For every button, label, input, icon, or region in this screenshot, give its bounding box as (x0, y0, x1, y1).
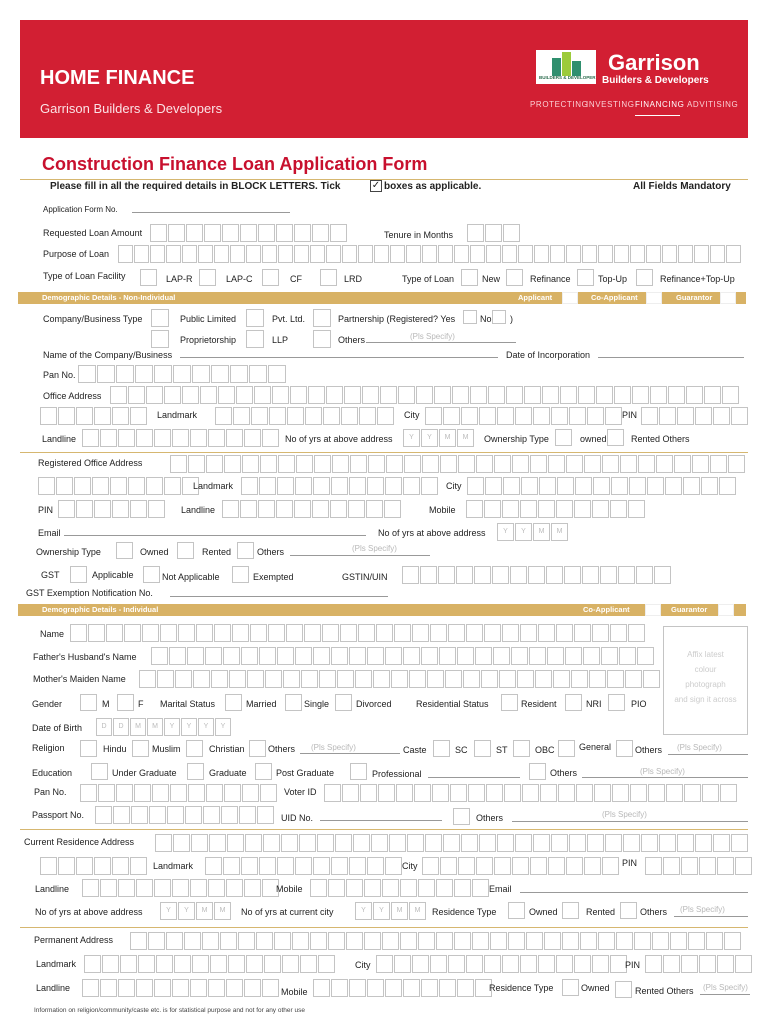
graduate-checkbox[interactable] (187, 763, 204, 780)
footnote: Information on religion/community/caste etc. is for statistical purpose and not for any other use (34, 1007, 305, 1014)
id-others-checkbox[interactable] (453, 808, 470, 825)
office-pin-label: PIN (622, 410, 638, 420)
sc-label: SC (455, 745, 468, 755)
current-city-input[interactable] (422, 857, 620, 875)
nri-label: NRI (586, 699, 602, 709)
proprietorship-checkbox[interactable] (151, 330, 169, 348)
public-limited-checkbox[interactable] (151, 309, 169, 327)
type-refinance-checkbox[interactable] (506, 269, 523, 286)
current-years-label: No of yrs at above address (35, 907, 143, 917)
reg-city-label: City (446, 481, 462, 491)
resident-checkbox[interactable] (501, 694, 518, 711)
office-city-label: City (404, 410, 420, 420)
gender-female-checkbox[interactable] (117, 694, 134, 711)
header-banner (20, 20, 748, 138)
loan-amount-input[interactable] (150, 224, 348, 242)
incorporation-field[interactable] (598, 357, 744, 358)
religion-others-label: Others (268, 744, 296, 754)
individual-pan-label: Pan No. (34, 787, 67, 797)
general-checkbox[interactable] (558, 740, 575, 757)
permanent-residence-type-label: Residence Type (489, 983, 554, 993)
reg-mobile-label: Mobile (429, 505, 456, 515)
office-landmark-input[interactable] (215, 407, 395, 425)
company-name-field[interactable] (180, 357, 498, 358)
gst-not-applicable-label: Not Applicable (162, 572, 220, 582)
loan-amount-label: Requested Loan Amount (43, 228, 143, 238)
reg-landline-input[interactable] (222, 500, 402, 518)
reg-years-label: No of yrs at above address (378, 528, 486, 538)
current-address-label: Current Residence Address (24, 837, 135, 847)
voter-id-label: Voter ID (284, 787, 317, 797)
public-limited-label: Public Limited (180, 314, 237, 324)
father-name-input[interactable] (151, 647, 655, 665)
single-label: Single (304, 699, 330, 709)
current-email-field[interactable] (520, 892, 748, 893)
individual-co-applicant-checkbox[interactable] (645, 604, 661, 616)
individual-pan-input[interactable] (80, 784, 278, 802)
office-address-line2-input[interactable] (40, 407, 148, 425)
current-owned-label: Owned (529, 907, 558, 917)
mother-name-input[interactable] (139, 670, 661, 688)
reg-others-checkbox[interactable] (237, 542, 254, 559)
reg-ownership-label: Ownership Type (36, 547, 101, 557)
religion-others-checkbox[interactable] (249, 740, 266, 757)
christian-label: Christian (209, 744, 245, 754)
photo-hint-2: colour (694, 665, 717, 674)
partnership-close: ) (510, 314, 513, 324)
pvt-ltd-label: Pvt. Ltd. (272, 314, 306, 324)
gender-label: Gender (32, 699, 63, 709)
others-company-label: Others (338, 335, 366, 345)
section-band-non-individual (18, 292, 746, 304)
divider (20, 452, 748, 453)
permanent-city-input[interactable] (376, 955, 628, 973)
graduate-label: Graduate (209, 768, 247, 778)
photo-box[interactable] (663, 626, 748, 735)
current-rented-label: Rented (586, 907, 616, 917)
office-pin-input[interactable] (641, 407, 749, 425)
gst-exempted-label: Exempted (253, 572, 294, 582)
permanent-landline-label: Landline (36, 983, 71, 993)
gender-female-label: F (138, 699, 144, 709)
office-years-input[interactable]: Y Y M M (403, 429, 475, 447)
current-landline-input[interactable] (82, 879, 280, 897)
gst-applicable-checkbox[interactable] (70, 566, 87, 583)
co-applicant-checkbox[interactable] (646, 292, 662, 304)
permanent-others-field[interactable] (700, 994, 750, 995)
partnership-yes-checkbox[interactable] (463, 310, 477, 324)
photo-hint-1: Affix latest (687, 650, 724, 659)
education-others-label: Others (550, 768, 578, 778)
professional-label: Professional (372, 769, 422, 779)
band-applicant: Applicant (518, 293, 553, 302)
under-graduate-checkbox[interactable] (91, 763, 108, 780)
office-city-input[interactable] (425, 407, 623, 425)
facility-lrd-label: LRD (344, 274, 363, 284)
marital-status-label: Marital Status (160, 699, 216, 709)
permanent-rented-others-label: Rented Others (635, 986, 694, 996)
dob-input[interactable]: D D M M Y Y Y Y (96, 718, 232, 736)
reg-office-input[interactable] (170, 455, 746, 473)
office-landmark-label: Landmark (157, 410, 198, 420)
dob-label: Date of Birth (32, 723, 83, 733)
mandatory-note: All Fields Mandatory (633, 181, 731, 192)
divorced-label: Divorced (356, 699, 392, 709)
band-title: Demographic Details - Non-Individual (42, 293, 176, 302)
gstin-input[interactable] (402, 566, 672, 584)
type-topup-checkbox[interactable] (577, 269, 594, 286)
permanent-landmark-label: Landmark (36, 959, 77, 969)
current-city-years-input[interactable]: Y Y M M (355, 902, 427, 920)
name-input[interactable] (70, 624, 646, 642)
pio-label: PIO (631, 699, 647, 709)
current-owned-checkbox[interactable] (508, 902, 525, 919)
caste-label: Caste (403, 745, 427, 755)
muslim-label: Muslim (152, 744, 181, 754)
caste-others-label: Others (635, 745, 663, 755)
permanent-pin-input[interactable] (645, 955, 753, 973)
guarantor-checkbox[interactable] (720, 292, 736, 304)
type-topup-label: Top-Up (598, 274, 628, 284)
current-others-checkbox[interactable] (620, 902, 637, 919)
photo-hint-3: photograph (685, 680, 726, 689)
permanent-mobile-input[interactable] (313, 979, 493, 997)
others-company-checkbox[interactable] (313, 330, 331, 348)
current-years-input[interactable]: Y Y M M (160, 902, 232, 920)
gst-exempted-checkbox[interactable] (232, 566, 249, 583)
gender-male-checkbox[interactable] (80, 694, 97, 711)
reg-landline-label: Landline (181, 505, 216, 515)
uid-label: UID No. (281, 813, 314, 823)
loan-type-label: Type of Loan (402, 274, 455, 284)
voter-id-input[interactable] (324, 784, 738, 802)
caste-others-hint: (Pls Specify) (677, 743, 722, 752)
reg-rented-checkbox[interactable] (177, 542, 194, 559)
current-others-hint: (Pls Specify) (680, 905, 725, 914)
form-no-label: Application Form No. (43, 205, 118, 214)
partnership-checkbox[interactable] (313, 309, 331, 327)
others-company-field[interactable] (366, 342, 516, 343)
reg-others-label: Others (257, 547, 285, 557)
post-graduate-checkbox[interactable] (255, 763, 272, 780)
company-name-label: Name of the Company/Business (43, 350, 173, 360)
instruction-text: Please fill in all the required details in BLOCK LETTERS. Tick (50, 181, 341, 192)
gst-exemption-field[interactable] (170, 596, 388, 597)
residence-type-label: Residence Type (432, 907, 497, 917)
office-landline-label: Landline (42, 434, 77, 444)
title-rule (20, 179, 748, 180)
resident-label: Resident (521, 699, 557, 709)
permanent-mobile-label: Mobile (281, 987, 308, 997)
st-label: ST (496, 745, 508, 755)
obc-checkbox[interactable] (513, 740, 530, 757)
hindu-checkbox[interactable] (80, 740, 97, 757)
header-subtitle: Garrison Builders & Developers (40, 101, 223, 116)
professional-field[interactable] (428, 777, 520, 778)
band-individual-co-applicant: Co-Applicant (583, 605, 630, 614)
tenure-label: Tenure in Months (384, 230, 454, 240)
muslim-checkbox[interactable] (132, 740, 149, 757)
current-others-field[interactable] (674, 916, 748, 917)
others-company-hint: (Pls Specify) (410, 332, 455, 341)
proprietorship-label: Proprietorship (180, 335, 237, 345)
education-label: Education (32, 768, 73, 778)
education-others-checkbox[interactable] (529, 763, 546, 780)
gender-male-label: M (102, 699, 110, 709)
married-checkbox[interactable] (225, 694, 242, 711)
mother-name-label: Mother's Maiden Name (33, 674, 126, 684)
id-others-hint: (Pls Specify) (602, 810, 647, 819)
applicant-checkbox[interactable] (562, 292, 578, 304)
reg-landmark-label: Landmark (193, 481, 234, 491)
current-landline-label: Landline (35, 884, 70, 894)
tick-sample-icon: ✓ (371, 180, 381, 191)
form-title: Construction Finance Loan Application Form (42, 154, 428, 174)
office-ownership-label: Ownership Type (484, 434, 549, 444)
instruction-text-end: boxes as applicable. (384, 181, 482, 192)
current-pin-input[interactable] (645, 857, 753, 875)
gst-applicable-label: Applicable (92, 570, 134, 580)
band-co-applicant: Co-Applicant (591, 293, 638, 302)
id-others-label: Others (476, 813, 504, 823)
office-years-label: No of yrs at above address (285, 434, 393, 444)
uid-field[interactable] (320, 820, 442, 821)
company-type-label: Company/Business Type (43, 314, 143, 324)
christian-checkbox[interactable] (186, 740, 203, 757)
reg-mobile-input[interactable] (466, 500, 646, 518)
current-city-label: City (402, 861, 418, 871)
reg-pin-input[interactable] (58, 500, 166, 518)
facility-lapr-checkbox[interactable] (140, 269, 157, 286)
reg-office-line2-input[interactable] (38, 477, 200, 495)
reg-email-label: Email (38, 528, 61, 538)
office-rented-checkbox[interactable] (607, 429, 624, 446)
permanent-owned-label: Owned (581, 983, 610, 993)
band-individual-guarantor: Guarantor (671, 605, 708, 614)
current-address-line2-input[interactable] (40, 857, 148, 875)
religion-others-hint: (Pls Specify) (311, 743, 356, 752)
reg-office-label: Registered Office Address (38, 458, 143, 468)
section-band-individual (18, 604, 746, 616)
purpose-label: Purpose of Loan (43, 249, 110, 259)
type-new-label: New (482, 274, 501, 284)
reg-others-field[interactable] (290, 555, 430, 556)
gst-exemption-label: GST Exemption Notification No. (26, 588, 153, 598)
band-individual-title: Demographic Details - Individual (42, 605, 159, 614)
religion-others-field[interactable] (300, 753, 400, 754)
current-rented-checkbox[interactable] (562, 902, 579, 919)
divider (20, 927, 748, 928)
divider (20, 829, 748, 830)
facility-lapc-checkbox[interactable] (199, 269, 216, 286)
permanent-rented-checkbox[interactable] (615, 981, 632, 998)
caste-others-checkbox[interactable] (616, 740, 633, 757)
facility-label: Type of Loan Facility (43, 271, 126, 281)
facility-lapr-label: LAP-R (166, 274, 193, 284)
permanent-city-label: City (355, 960, 371, 970)
passport-input[interactable] (95, 806, 275, 824)
permanent-address-input[interactable] (130, 932, 742, 950)
current-address-input[interactable] (155, 834, 749, 852)
office-owned-label: owned (580, 434, 607, 444)
permanent-landmark-input[interactable] (84, 955, 336, 973)
reg-owned-label: Owned (140, 547, 169, 557)
current-others-label: Others (640, 907, 668, 917)
type-refinance-topup-label: Refinance+Top-Up (660, 274, 735, 284)
office-rented-others-label: Rented Others (631, 434, 690, 444)
nri-checkbox[interactable] (565, 694, 582, 711)
reg-city-input[interactable] (467, 477, 737, 495)
permanent-owned-checkbox[interactable] (562, 979, 579, 996)
office-address-input[interactable] (110, 386, 740, 404)
pio-checkbox[interactable] (608, 694, 625, 711)
brand-tagline: Builders & Developers (602, 75, 709, 86)
llp-label: LLP (272, 335, 289, 345)
office-landline-input[interactable] (82, 429, 280, 447)
office-address-label: Office Address (43, 391, 102, 401)
passport-label: Passport No. (32, 810, 85, 820)
current-mobile-label: Mobile (276, 884, 303, 894)
nav-protecting[interactable]: PROTECTING (530, 100, 589, 109)
nav-active-underline (635, 115, 680, 116)
current-landmark-label: Landmark (153, 861, 194, 871)
gst-label: GST (41, 570, 60, 580)
nav-financing[interactable]: FINANCING (635, 100, 685, 109)
individual-guarantor-checkbox[interactable] (718, 604, 734, 616)
residential-status-label: Residential Status (416, 699, 489, 709)
office-owned-checkbox[interactable] (555, 429, 572, 446)
reg-rented-label: Rented (202, 547, 232, 557)
permanent-others-hint: (Pls Specify) (703, 983, 748, 992)
partnership-label: Partnership (Registered? Yes (338, 314, 456, 324)
logo-text: BUILDERS & DEVELOPER (539, 75, 596, 80)
divorced-checkbox[interactable] (335, 694, 352, 711)
st-checkbox[interactable] (474, 740, 491, 757)
header-title: HOME FINANCE (40, 67, 195, 89)
education-others-field[interactable] (582, 777, 748, 778)
reg-landmark-input[interactable] (241, 477, 439, 495)
permanent-pin-label: PIN (625, 960, 641, 970)
current-mobile-input[interactable] (310, 879, 490, 897)
form-no-field[interactable] (132, 212, 290, 213)
reg-years-input[interactable]: Y Y M M (497, 523, 569, 541)
nav-investing[interactable]: INVESTING (586, 100, 635, 109)
facility-cf-label: CF (290, 274, 302, 284)
incorporation-label: Date of Incorporation (506, 350, 591, 360)
tenure-input[interactable] (467, 224, 521, 242)
current-email-label: Email (489, 884, 512, 894)
professional-checkbox[interactable] (350, 763, 367, 780)
id-others-field[interactable] (512, 821, 748, 822)
caste-others-field[interactable] (668, 754, 748, 755)
permanent-landline-input[interactable] (82, 979, 280, 997)
brand-name: Garrison (608, 50, 700, 75)
type-refinance-topup-checkbox[interactable] (636, 269, 653, 286)
father-name-label: Father's Husband's Name (33, 652, 137, 662)
name-label: Name (40, 629, 65, 639)
type-new-checkbox[interactable] (461, 269, 478, 286)
post-graduate-label: Post Graduate (276, 768, 335, 778)
under-graduate-label: Under Graduate (112, 768, 177, 778)
pan-label: Pan No. (43, 370, 76, 380)
general-label: General (579, 742, 612, 752)
partnership-no-checkbox[interactable] (492, 310, 506, 324)
purpose-input[interactable] (118, 245, 742, 263)
reg-owned-checkbox[interactable] (116, 542, 133, 559)
current-landmark-input[interactable] (205, 857, 403, 875)
reg-pin-label: PIN (38, 505, 54, 515)
garrison-logo (536, 50, 596, 84)
single-checkbox[interactable] (285, 694, 302, 711)
current-city-years-label: No of yrs at current city (241, 907, 334, 917)
obc-label: OBC (535, 745, 555, 755)
sc-checkbox[interactable] (433, 740, 450, 757)
facility-lrd-checkbox[interactable] (320, 269, 337, 286)
facility-cf-checkbox[interactable] (262, 269, 279, 286)
partnership-no-label: No (480, 314, 492, 324)
education-others-hint: (Pls Specify) (640, 767, 685, 776)
nav-advitising[interactable]: ADVITISING (687, 100, 739, 109)
hindu-label: Hindu (103, 744, 127, 754)
gstin-label: GSTIN/UIN (342, 572, 388, 582)
gst-not-applicable-checkbox[interactable] (143, 566, 160, 583)
band-guarantor: Guarantor (676, 293, 713, 302)
reg-email-field[interactable] (64, 535, 366, 536)
photo-hint-4: and sign it across (674, 695, 737, 704)
llp-checkbox[interactable] (246, 330, 264, 348)
facility-lapc-label: LAP-C (226, 274, 253, 284)
current-pin-label: PIN (622, 858, 638, 868)
permanent-address-label: Permanent Address (34, 935, 114, 945)
pan-input[interactable] (78, 365, 287, 383)
religion-label: Religion (32, 743, 65, 753)
type-refinance-label: Refinance (530, 274, 571, 284)
married-label: Married (246, 699, 277, 709)
pvt-ltd-checkbox[interactable] (246, 309, 264, 327)
reg-others-hint: (Pls Specify) (352, 544, 397, 553)
